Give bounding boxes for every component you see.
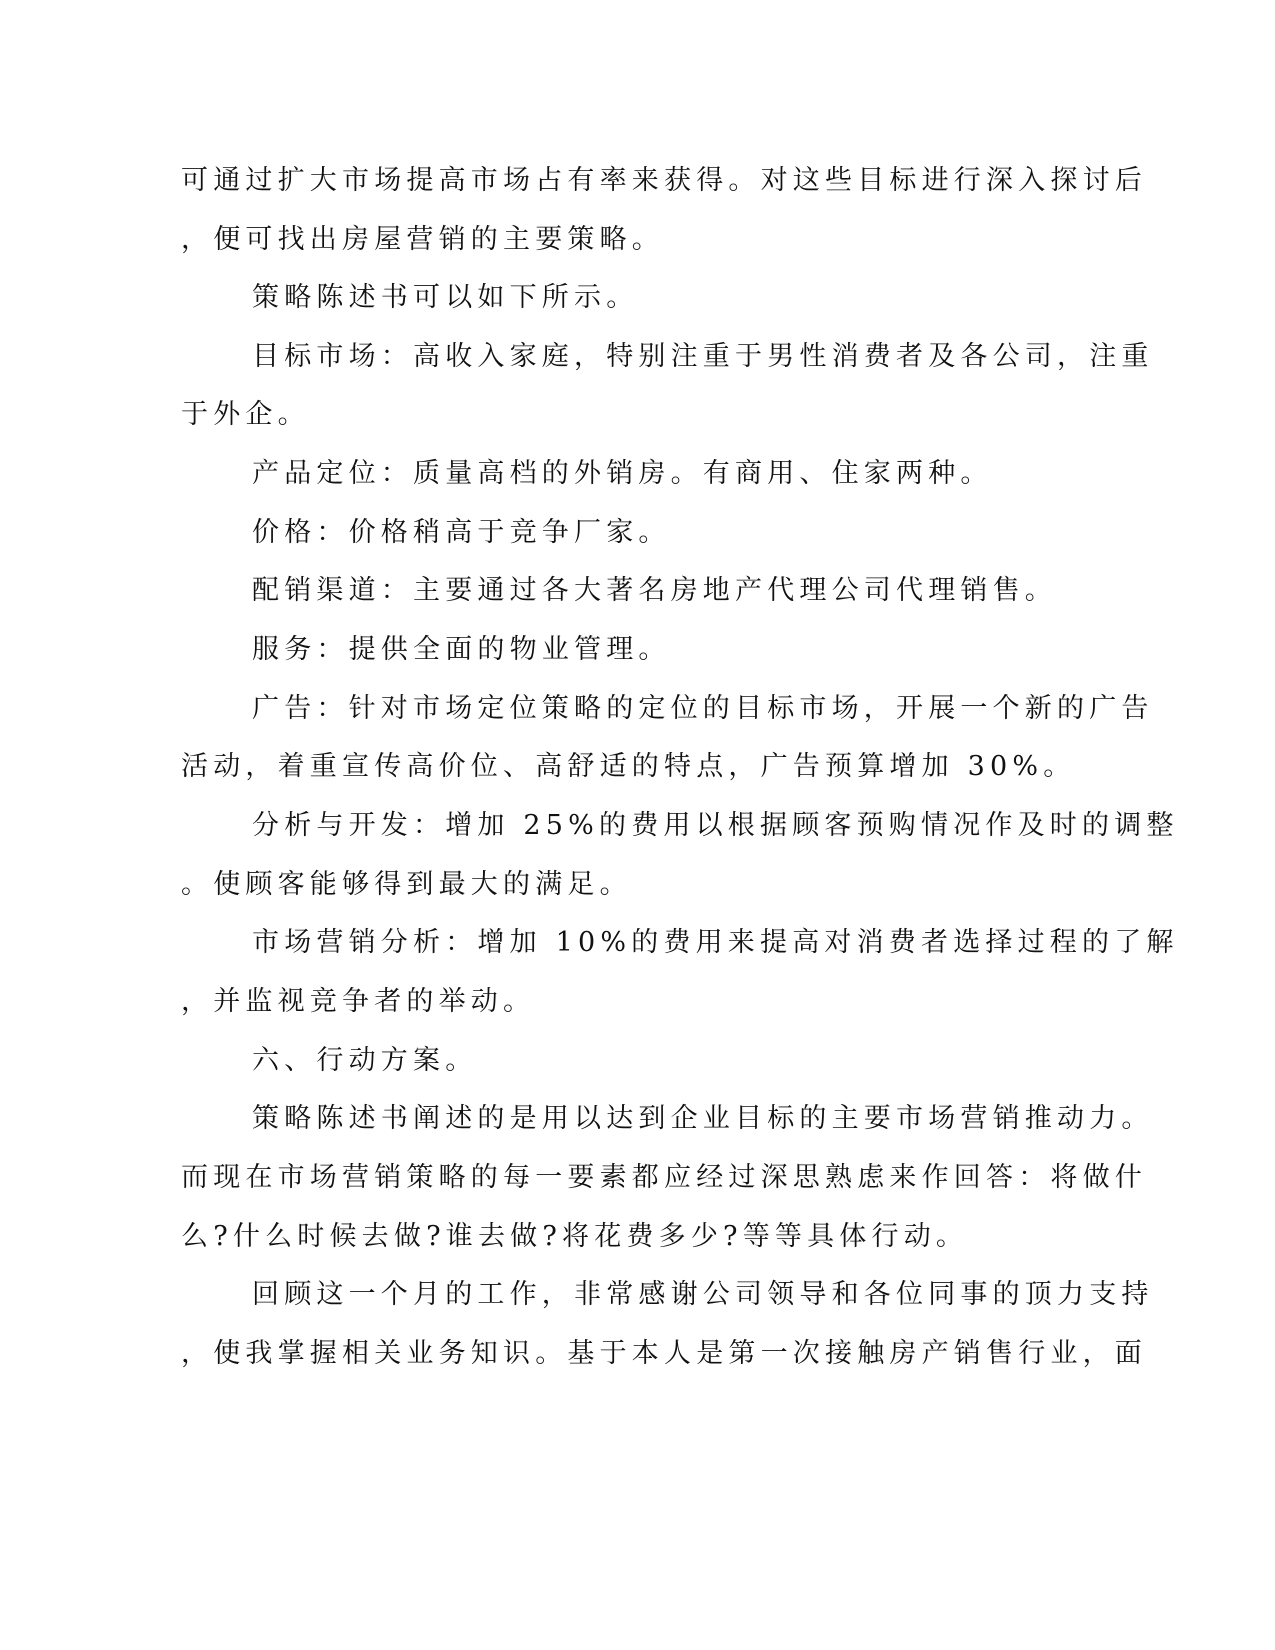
body-text-line: 活动，着重宣传高价位、高舒适的特点，广告预算增加 30%。 <box>181 751 1076 782</box>
paragraph-line: 策略陈述书可以如下所示。 <box>252 282 639 313</box>
paragraph-line: 分析与开发：增加 25%的费用以根据顾客预购情况作及时的调整 <box>252 810 1179 841</box>
paragraph-line: 策略陈述书阐述的是用以达到企业目标的主要市场营销推动力。 <box>252 1103 1154 1134</box>
body-text-line: ，并监视竞争者的举动。 <box>181 986 536 1017</box>
body-text-line: ，便可找出房屋营销的主要策略。 <box>181 224 664 255</box>
paragraph-line: 产品定位：质量高档的外销房。有商用、住家两种。 <box>252 458 993 489</box>
body-text-line: ，使我掌握相关业务知识。基于本人是第一次接触房产销售行业，面 <box>181 1338 1147 1369</box>
paragraph-line: 广告：针对市场定位策略的定位的目标市场，开展一个新的广告 <box>252 693 1154 724</box>
body-text-line: 可通过扩大市场提高市场占有率来获得。对这些目标进行深入探讨后 <box>181 165 1147 196</box>
paragraph-line: 回顾这一个月的工作，非常感谢公司领导和各位同事的顶力支持 <box>252 1279 1154 1310</box>
body-text-line: 。使顾客能够得到最大的满足。 <box>181 869 632 900</box>
body-text-line: 于外企。 <box>181 399 310 430</box>
paragraph-line: 服务：提供全面的物业管理。 <box>252 634 671 665</box>
section-heading: 六、行动方案。 <box>252 1045 478 1076</box>
paragraph-line: 价格：价格稍高于竞争厂家。 <box>252 517 671 548</box>
paragraph-line: 目标市场：高收入家庭，特别注重于男性消费者及各公司，注重 <box>252 341 1154 372</box>
paragraph-line: 配销渠道：主要通过各大著名房地产代理公司代理销售。 <box>252 575 1057 606</box>
body-text-line: 么?什么时候去做?谁去做?将花费多少?等等具体行动。 <box>181 1221 969 1252</box>
paragraph-line: 市场营销分析：增加 10%的费用来提高对消费者选择过程的了解 <box>252 927 1179 958</box>
body-text-line: 而现在市场营销策略的每一要素都应经过深思熟虑来作回答：将做什 <box>181 1162 1147 1193</box>
